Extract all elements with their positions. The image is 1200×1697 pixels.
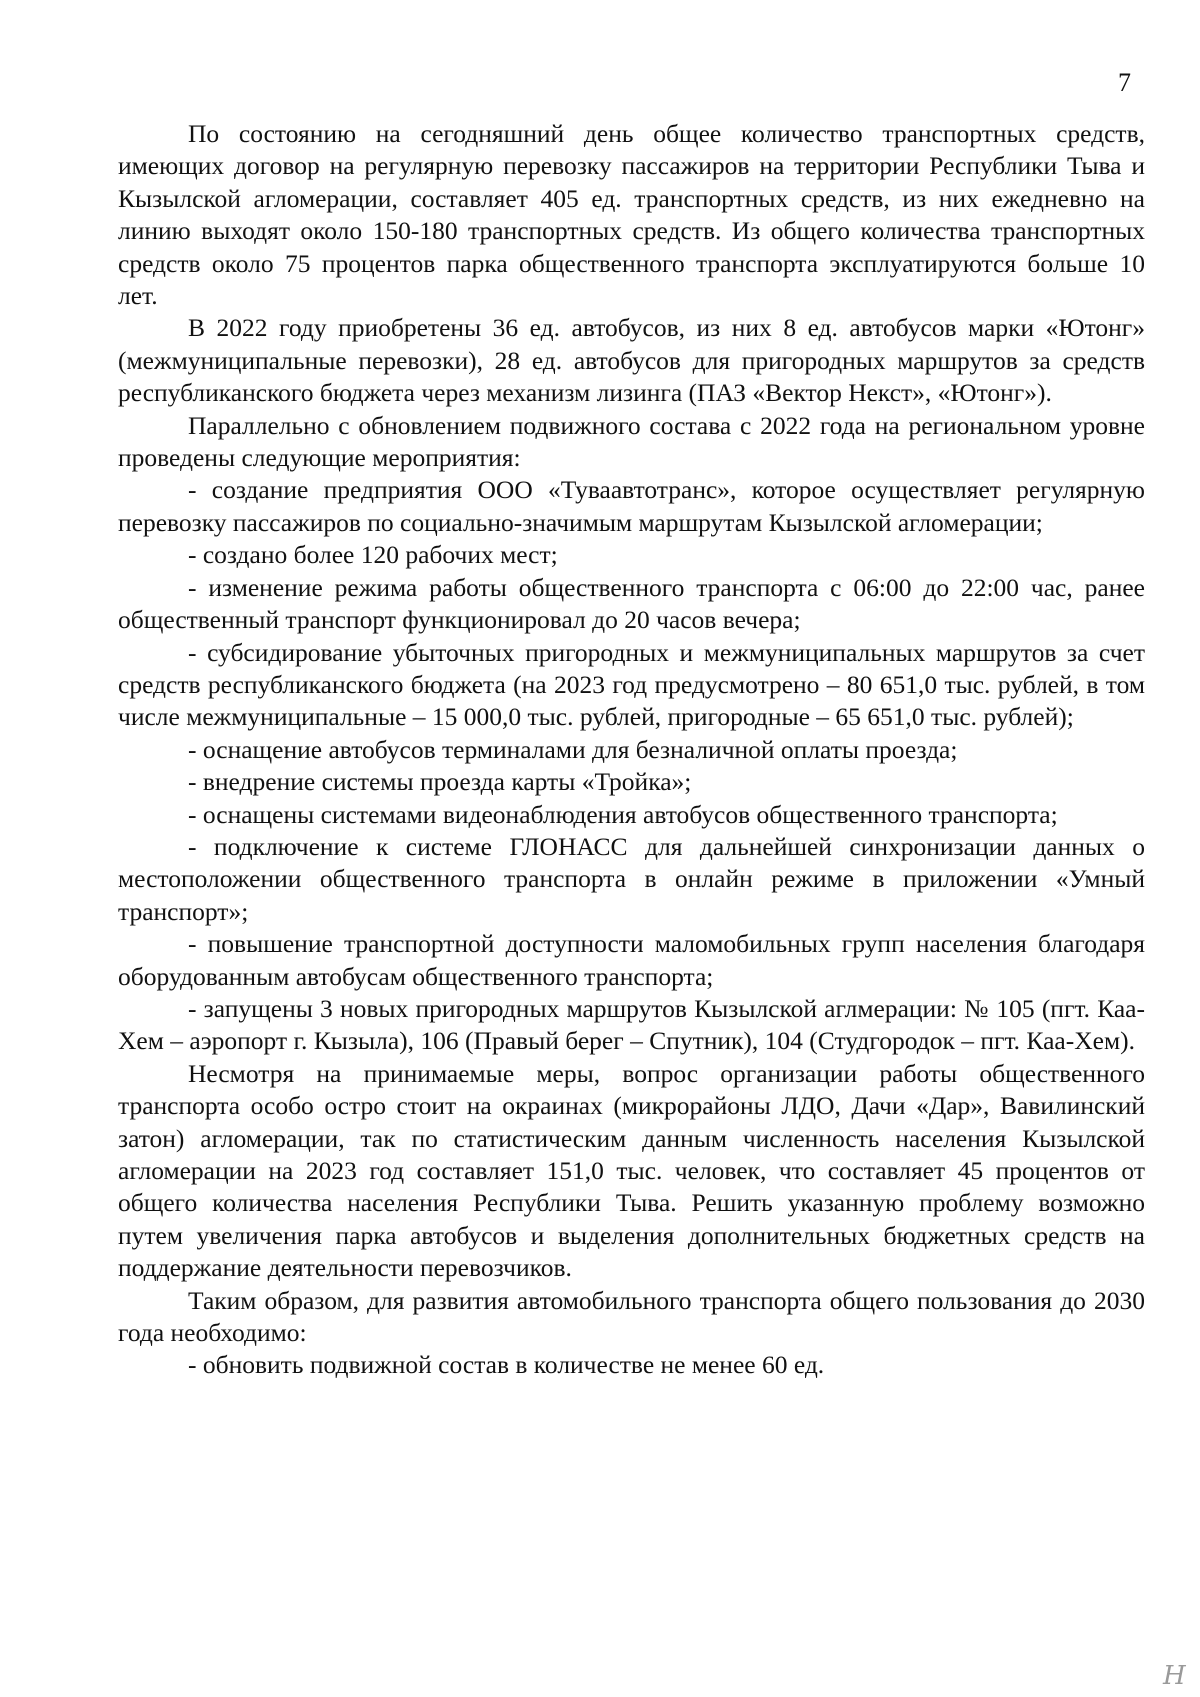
list-item-video-surveillance: - оснащены системами видеонаблюдения автобусов общественного транспорта; [188, 799, 1058, 829]
document-body [118, 118, 1145, 1382]
list-item-glonass: - подключение к системе ГЛОНАСС для дальнейшей синхронизации данных о местоположении общественного транспорта в онлайн режиме в приложении «Умный транспорт»; [118, 831, 1145, 926]
list-item-tuvaavtotrans: - создание предприятия ООО «Туваавтотранс», которое осуществляет регулярную перевозку пассажиров по социально-значимым маршрутам Кызылской агломерации; [118, 475, 1145, 537]
list-item-working-hours: - изменение режима работы общественного транспорта с 06:00 до 22:00 час, ранее общественный транспорт функционировал до 20 часов вечера; [118, 572, 1145, 635]
list-item-route-subsidies: - субсидирование убыточных пригородных и межмуниципальных маршрутов за счет средств республиканского бюджета (на 2023 год предусмотрено – 80 651,0 тыс. рублей, в том числе межмуниципальные – 15 000,0 тыс. рублей, пригородные – 65 651,0 тыс. рублей); [118, 637, 1145, 732]
list-item-new-routes: - запущены 3 новых пригородных маршрутов Кызылской аглмерации: № 105 (пгт. Каа-Хем – аэропорт г. Кызыла), 106 (Правый берег – Спутник), 104 (Студгородок – пгт. Каа-Хем). [118, 993, 1145, 1056]
paragraph-development-needs: Таким образом, для развития автомобильного транспорта общего пользования до 2030 года необходимо: [118, 1285, 1145, 1348]
list-item-jobs-created: - создано более 120 рабочих мест; [188, 540, 558, 570]
paragraph-measures-intro: Параллельно с обновлением подвижного состава с 2022 года на региональном уровне проведены следующие мероприятия: [118, 410, 1145, 473]
list-item-troika-card: - внедрение системы проезда карты «Тройка»; [188, 767, 692, 797]
handwritten-initial: Н [1163, 1661, 1186, 1691]
paragraph-bus-purchases-2022: В 2022 году приобретены 36 ед. автобусов, из них 8 ед. автобусов марки «Ютонг» (межмуниципальные перевозки), 28 ед. автобусов для пригородных маршрутов за средств республиканского бюджета через механизм лизинга (ПАЗ «Вектор Некст», «Ютонг»). [118, 313, 1145, 408]
list-item-payment-terminals: - оснащение автобусов терминалами для безналичной оплаты проезда; [188, 734, 958, 764]
list-item-fleet-renewal: - обновить подвижной состав в количестве не менее 60 ед. [188, 1350, 825, 1380]
paragraph-outskirts-problem: Несмотря на принимаемые меры, вопрос организации работы общественного транспорта особо остро стоит на окраинах (микрорайоны ЛДО, Дачи «Дар», Вавилинский затон) агломерации, так по статистическим данным численность населения Кызылской агломерации на 2023 год составляет 151,0 тыс. человек, что составляет 45 процентов от общего количества населения Республики Тыва. Решить указанную проблему возможно путем увеличения парка автобусов и выделения дополнительных бюджетных средств на поддержание деятельности перевозчиков. [118, 1058, 1145, 1283]
paragraph-fleet-overview: По состоянию на сегодняшний день общее количество транспортных средств, имеющих договор на регулярную перевозку пассажиров на территории Республики Тыва и Кызылской агломерации, составляет 405 ед. транспортных средств, из них ежедневно на линию выходят около 150-180 транспортных средств. Из общего количества транспортных средств около 75 процентов парка общественного транспорта эксплуатируются больше 10 лет. [118, 119, 1145, 311]
list-item-accessibility: - повышение транспортной доступности маломобильных групп населения благодаря оборудованным автобусам общественного транспорта; [118, 929, 1145, 991]
page-number: 7 [1118, 68, 1131, 97]
